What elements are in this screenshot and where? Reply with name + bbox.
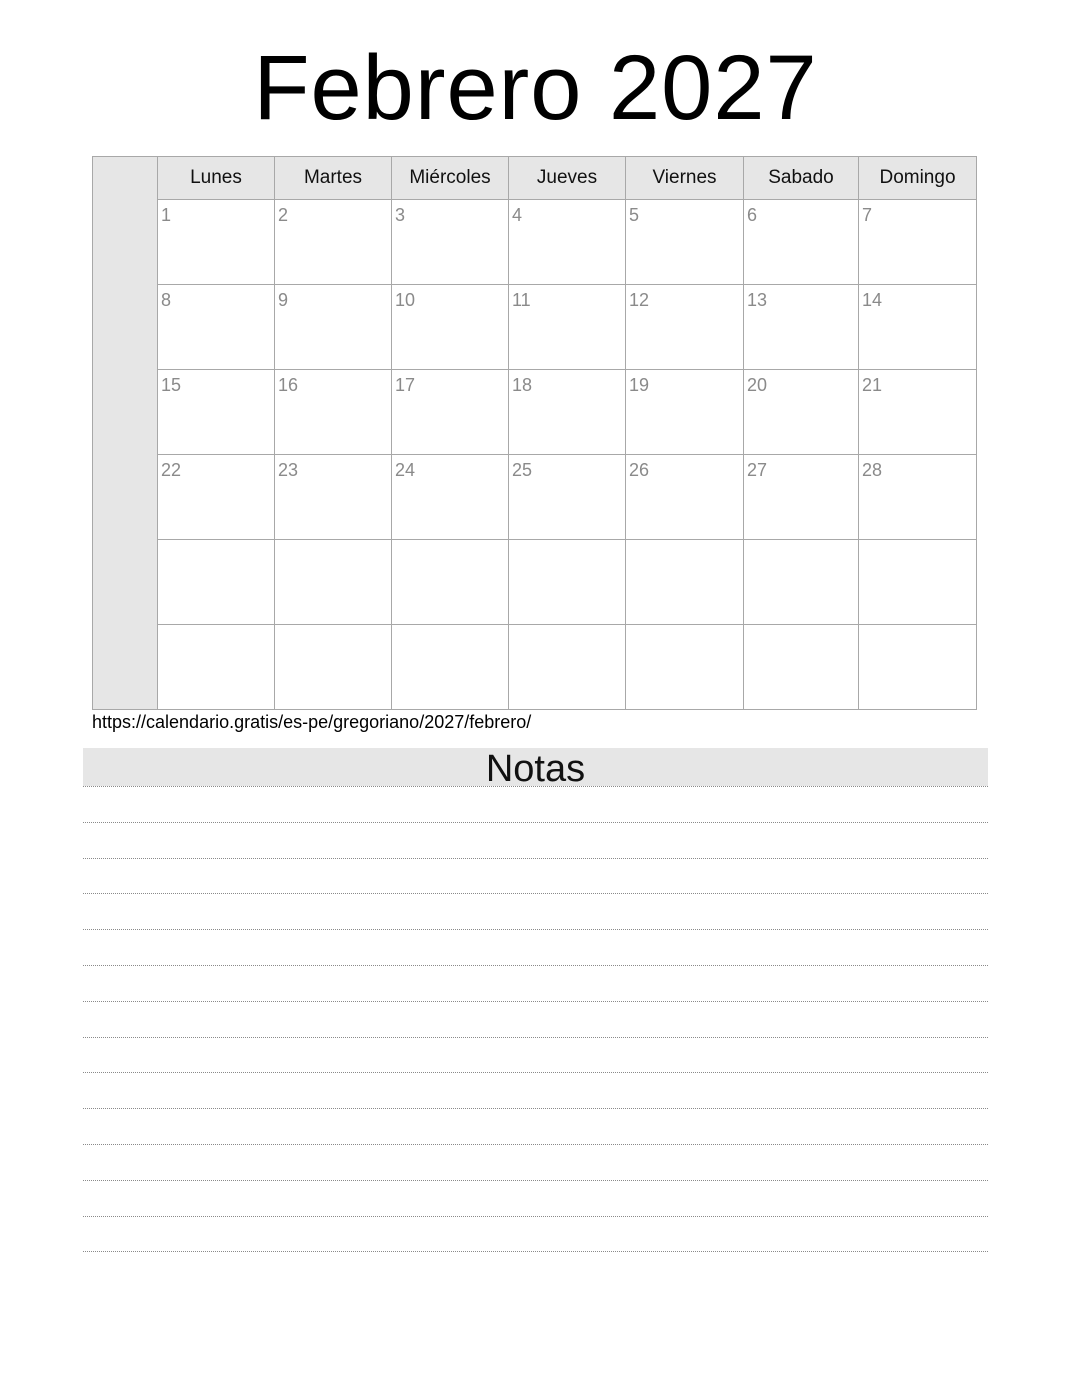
page-title: Febrero 2027	[253, 37, 818, 139]
day-number: 28	[862, 460, 883, 480]
note-line	[83, 1072, 988, 1073]
note-line	[83, 1180, 988, 1181]
day-cell	[158, 455, 275, 540]
weekday-header: Sabado	[744, 157, 859, 200]
day-cell	[626, 625, 744, 709]
day-number: 13	[747, 290, 768, 310]
day-number: 8	[161, 290, 172, 310]
day-cell	[275, 285, 392, 370]
day-cell	[626, 455, 744, 540]
day-cell	[275, 625, 392, 709]
day-cell	[509, 625, 626, 709]
day-cell	[392, 625, 509, 709]
day-cell	[275, 370, 392, 455]
day-cell	[275, 200, 392, 285]
day-cell	[392, 200, 509, 285]
day-number: 16	[278, 375, 299, 395]
weekday-header: Jueves	[509, 157, 626, 200]
day-cell	[509, 200, 626, 285]
day-cell	[509, 455, 626, 540]
day-cell	[744, 625, 859, 709]
day-number: 18	[512, 375, 533, 395]
day-cell	[744, 455, 859, 540]
day-number: 2	[278, 205, 289, 225]
day-cell	[158, 370, 275, 455]
day-cell	[275, 455, 392, 540]
day-number: 14	[862, 290, 883, 310]
weekday-header: Lunes	[158, 157, 275, 200]
day-number: 6	[747, 205, 758, 225]
note-line	[83, 1037, 988, 1038]
week-number-column	[93, 157, 158, 709]
day-cell	[509, 370, 626, 455]
day-cell	[626, 540, 744, 625]
day-number: 9	[278, 290, 289, 310]
day-number: 23	[278, 460, 299, 480]
day-cell	[158, 200, 275, 285]
day-cell	[392, 285, 509, 370]
day-cell	[392, 370, 509, 455]
day-number: 20	[747, 375, 768, 395]
day-number: 25	[512, 460, 533, 480]
weekday-header: Martes	[275, 157, 392, 200]
notes-heading: Notas	[83, 748, 988, 786]
calendar-grid	[92, 156, 977, 710]
weekday-header: Miércoles	[392, 157, 509, 200]
day-number: 7	[862, 205, 873, 225]
day-number: 21	[862, 375, 883, 395]
day-cell	[859, 370, 976, 455]
day-cell	[626, 285, 744, 370]
day-number: 22	[161, 460, 182, 480]
weekday-header: Domingo	[859, 157, 976, 200]
day-cell	[158, 285, 275, 370]
day-cell	[859, 455, 976, 540]
day-cell	[744, 285, 859, 370]
day-cell	[859, 625, 976, 709]
day-cell	[859, 540, 976, 625]
note-line	[83, 786, 988, 787]
note-line	[83, 965, 988, 966]
day-number: 17	[395, 375, 416, 395]
note-line	[83, 1216, 988, 1217]
note-line	[83, 1144, 988, 1145]
day-cell	[509, 540, 626, 625]
note-line	[83, 929, 988, 930]
note-line	[83, 858, 988, 859]
day-cell	[626, 370, 744, 455]
note-line	[83, 822, 988, 823]
day-cell	[744, 200, 859, 285]
day-number: 10	[395, 290, 416, 310]
day-number: 12	[629, 290, 650, 310]
note-line	[83, 1251, 988, 1252]
day-cell	[158, 540, 275, 625]
day-number: 26	[629, 460, 650, 480]
day-number: 27	[747, 460, 768, 480]
day-cell	[509, 285, 626, 370]
day-number: 15	[161, 375, 182, 395]
day-number: 19	[629, 375, 650, 395]
day-number: 5	[629, 205, 640, 225]
day-cell	[392, 540, 509, 625]
weekday-header: Viernes	[626, 157, 744, 200]
day-cell	[859, 285, 976, 370]
source-url: https://calendario.gratis/es-pe/gregoriano/2027/febrero/	[92, 712, 532, 732]
day-cell	[626, 200, 744, 285]
note-line	[83, 893, 988, 894]
day-cell	[744, 370, 859, 455]
day-number: 11	[512, 290, 531, 310]
note-line	[83, 1108, 988, 1109]
day-cell	[158, 625, 275, 709]
day-cell	[859, 200, 976, 285]
day-cell	[275, 540, 392, 625]
day-number: 1	[161, 205, 172, 225]
note-line	[83, 1001, 988, 1002]
day-number: 4	[512, 205, 523, 225]
day-cell	[392, 455, 509, 540]
day-number: 3	[395, 205, 406, 225]
day-cell	[744, 540, 859, 625]
day-number: 24	[395, 460, 416, 480]
